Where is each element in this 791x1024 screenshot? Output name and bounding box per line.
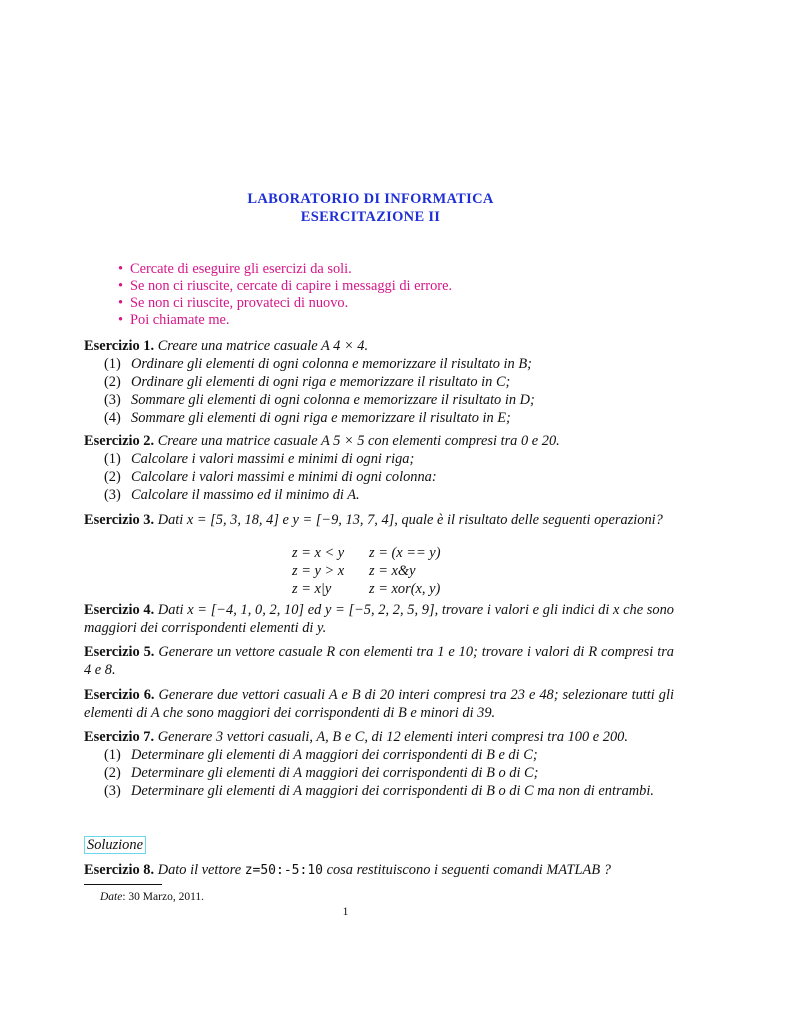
title-line-2: ESERCITAZIONE II — [300, 209, 441, 225]
exercise-heading: Esercizio 1. — [84, 338, 155, 354]
exercise-text: Generare 3 vettori casuali, A, B e C, di 12 elementi interi compresi tra 100 e 200. — [157, 729, 628, 745]
bullet-icon: • — [118, 295, 124, 311]
math-expression: z = (x == y) — [369, 545, 441, 561]
solution-link[interactable]: Soluzione — [84, 836, 146, 854]
operations-table — [292, 544, 440, 598]
list-item: (1) Determinare gli elementi di A maggiori dei corrispondenti di B e di C; — [104, 747, 538, 763]
exercise-heading: Esercizio 6. — [84, 687, 155, 703]
exercise-text: Dato il vettore — [157, 862, 242, 878]
exercise-1 — [84, 337, 674, 427]
list-item: (1) Ordinare gli elementi di ogni colonna e memorizzare il risultato in B; — [104, 356, 532, 372]
list-item: (4) Sommare gli elementi di ogni riga e memorizzare il risultato in E; — [104, 410, 511, 426]
math-expression: z = x < y — [292, 545, 345, 561]
exercise-6 — [84, 686, 674, 722]
bullet-icon: • — [118, 278, 124, 294]
list-item: • Poi chiamate me. — [118, 312, 230, 328]
exercise-text: Generare un vettore casuale R con elementi tra 1 e 10; trovare i valori di R compresi tra 4 e 8. — [84, 644, 674, 678]
exercise-5 — [84, 643, 674, 679]
code-snippet: z=50:-5:10 — [244, 863, 323, 878]
list-item: • Cercate di eseguire gli esercizi da soli. — [118, 261, 352, 277]
math-expression: z = y > x — [292, 563, 345, 579]
bullet-icon: • — [118, 261, 124, 277]
exercise-7 — [84, 728, 674, 800]
exercise-heading: Esercizio 3. — [84, 512, 155, 528]
math-expression: z = xor(x, y) — [369, 581, 441, 597]
list-item: (2) Calcolare i valori massimi e minimi di ogni colonna: — [104, 469, 437, 485]
list-item: (2) Determinare gli elementi di A maggiori dei corrispondenti di B o di C; — [104, 765, 539, 781]
exercise-text: Generare due vettori casuali A e B di 20 interi compresi tra 23 e 48; selezionare tutti gli elementi di A che sono maggiori dei corrispondenti di B e minori di 39. — [84, 687, 674, 721]
list-item: (3) Determinare gli elementi di A maggiori dei corrispondenti di B o di C ma non di entrambi. — [104, 783, 654, 799]
list-item: (1) Calcolare i valori massimi e minimi di ogni riga; — [104, 451, 415, 467]
exercise-text: Creare una matrice casuale A 5 × 5 con elementi compresi tra 0 e 20. — [157, 433, 560, 449]
exercise-heading: Esercizio 4. — [84, 602, 155, 618]
exercise-heading: Esercizio 5. — [84, 644, 155, 660]
list-item: • Se non ci riuscite, provateci di nuovo. — [118, 295, 349, 311]
footnote: Date: 30 Marzo, 2011. — [100, 891, 205, 903]
list-item: (2) Ordinare gli elementi di ogni riga e memorizzare il risultato in C; — [104, 374, 511, 390]
bullet-icon: • — [118, 312, 124, 328]
math-expression: z = x|y — [292, 581, 332, 597]
list-item: (3) Calcolare il massimo ed il minimo di A. — [104, 487, 360, 503]
exercise-text: Dati x = [5, 3, 18, 4] e y = [−9, 13, 7, 4], quale è il risultato delle seguenti operazioni? — [157, 512, 663, 528]
exercise-8 — [84, 861, 674, 880]
exercise-4 — [84, 601, 674, 637]
exercise-2 — [84, 432, 674, 504]
exercise-heading: Esercizio 7. — [84, 729, 155, 745]
exercise-text: Dati x = [−4, 1, 0, 2, 10] ed y = [−5, 2, 2, 5, 9], trovare i valori e gli indici di x che sono maggiori dei corrispondenti elementi di y. — [84, 602, 674, 636]
exercise-text: Creare una matrice casuale A 4 × 4. — [157, 338, 369, 354]
exercise-3 — [84, 511, 674, 529]
exercise-heading: Esercizio 8. — [84, 862, 155, 878]
exercise-text: cosa restituiscono i seguenti comandi MATLAB ? — [326, 862, 611, 878]
page-number: 1 — [342, 906, 349, 918]
list-item: • Se non ci riuscite, cercate di capire i messaggi di errore. — [118, 278, 453, 294]
list-item: (3) Sommare gli elementi di ogni colonna e memorizzare il risultato in D; — [104, 392, 535, 408]
math-expression: z = x&y — [369, 563, 416, 579]
title-line-1: LABORATORIO DI INFORMATICA — [247, 191, 494, 207]
footnote-rule — [84, 884, 162, 885]
document-title — [0, 190, 791, 226]
instructions-list — [118, 261, 452, 329]
exercise-heading: Esercizio 2. — [84, 433, 155, 449]
